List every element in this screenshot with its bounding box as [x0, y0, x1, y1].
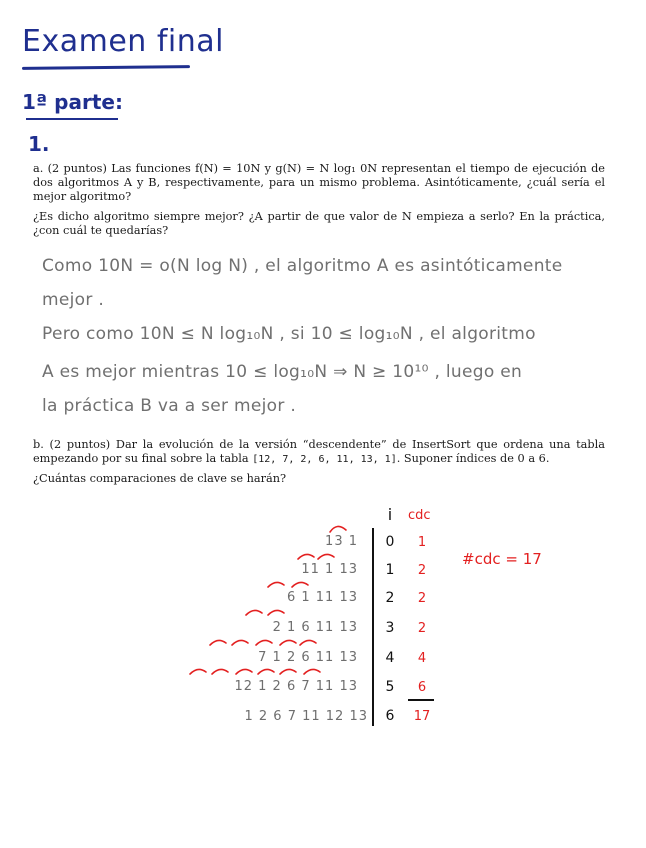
arc	[280, 669, 296, 674]
trace-row-6: 1 2 6 7 11 12 13	[244, 709, 368, 724]
trace-cdc-2: 2	[417, 591, 427, 606]
answer-line-3: Pero como 10N ≤ N log₁₀N , si 10 ≤ log₁₀N , el algoritmo	[42, 324, 536, 344]
trace-cdc-1: 2	[417, 563, 427, 578]
trace-cdc-4: 4	[417, 651, 427, 666]
arc	[190, 669, 206, 674]
arc	[232, 640, 248, 645]
arc	[298, 554, 314, 559]
arc	[210, 640, 226, 645]
col-i-header: i	[387, 505, 393, 524]
part-heading: 1ª parte:	[22, 90, 123, 114]
total-comparisons-note: #cdc = 17	[462, 550, 542, 568]
arc	[280, 640, 296, 645]
part-underline	[26, 118, 118, 120]
answer-line-1: Como 10N = o(N log N) , el algoritmo A es asintóticamente	[42, 256, 563, 276]
trace-cdc-5: 6	[417, 680, 427, 695]
part-b-statement	[33, 438, 605, 467]
col-cdc-header: cdc	[408, 508, 431, 523]
arc	[330, 526, 346, 532]
part-a-statement: a. (2 puntos) Las funciones f(N) = 10N y g(N) = N log₁ 0N representan el tiempo de ejecución de dos algoritmos A y B, respectivamente, para un mismo problema. Asintóticamente, ¿cuál sería el mejor algoritmo?	[33, 162, 605, 203]
part-b-indices: . Suponer índices de 0 a 6.	[396, 452, 550, 465]
arc	[300, 640, 316, 645]
page-title: Examen final	[22, 24, 224, 59]
arc	[268, 610, 284, 615]
arc	[236, 669, 252, 674]
arc	[318, 554, 334, 559]
trace-i-2: 2	[385, 590, 395, 606]
part-b-text: b. (2 puntos) Dar la evolución de la versión “descendente” de InsertSort que ordena una tabla empezando por su final sobre la tabla	[33, 438, 605, 465]
part-a-questions: ¿Es dicho algoritmo siempre mejor? ¿A partir de que valor de N empieza a serlo? En la práctica, ¿con cuál te quedarías?	[33, 210, 605, 237]
trace-row-0: 13 1	[325, 534, 358, 549]
trace-i-0: 0	[385, 534, 395, 550]
answer-line-2: mejor .	[42, 290, 105, 310]
arc	[292, 582, 308, 587]
column-divider	[372, 528, 374, 726]
arc	[304, 669, 320, 674]
part-b-question: ¿Cuántas comparaciones de clave se harán?	[33, 472, 287, 485]
trace-cdc-3: 2	[417, 621, 427, 636]
arc	[212, 669, 228, 674]
sum-line	[408, 699, 434, 701]
answer-line-5: la práctica B va a ser mejor .	[42, 396, 297, 416]
answer-line-4: A es mejor mientras 10 ≤ log₁₀N ⇒ N ≥ 10¹⁰ , luego en	[42, 362, 523, 382]
trace-i-5: 5	[385, 679, 395, 695]
arc	[268, 582, 284, 587]
part-b-table: [12, 7, 2, 6, 11, 13, 1]	[252, 454, 397, 465]
trace-row-1: 11 1 13	[301, 562, 358, 577]
trace-i-1: 1	[385, 562, 395, 578]
trace-i-3: 3	[385, 620, 395, 636]
arc	[256, 640, 272, 645]
trace-row-4: 7 1 2 6 11 13	[258, 650, 358, 665]
trace-row-5: 12 1 2 6 7 11 13	[234, 679, 358, 694]
trace-row-2: 6 1 11 13	[286, 590, 358, 605]
trace-i-4: 4	[385, 650, 395, 666]
trace-i-6: 6	[385, 708, 395, 724]
arc	[246, 610, 262, 615]
question-number: 1.	[28, 132, 50, 156]
title-underline	[22, 65, 190, 70]
trace-cdc-0: 1	[417, 535, 427, 550]
trace-cdc-6: 17	[413, 709, 431, 724]
trace-row-3: 2 1 6 11 13	[272, 620, 358, 635]
arc	[258, 669, 274, 674]
